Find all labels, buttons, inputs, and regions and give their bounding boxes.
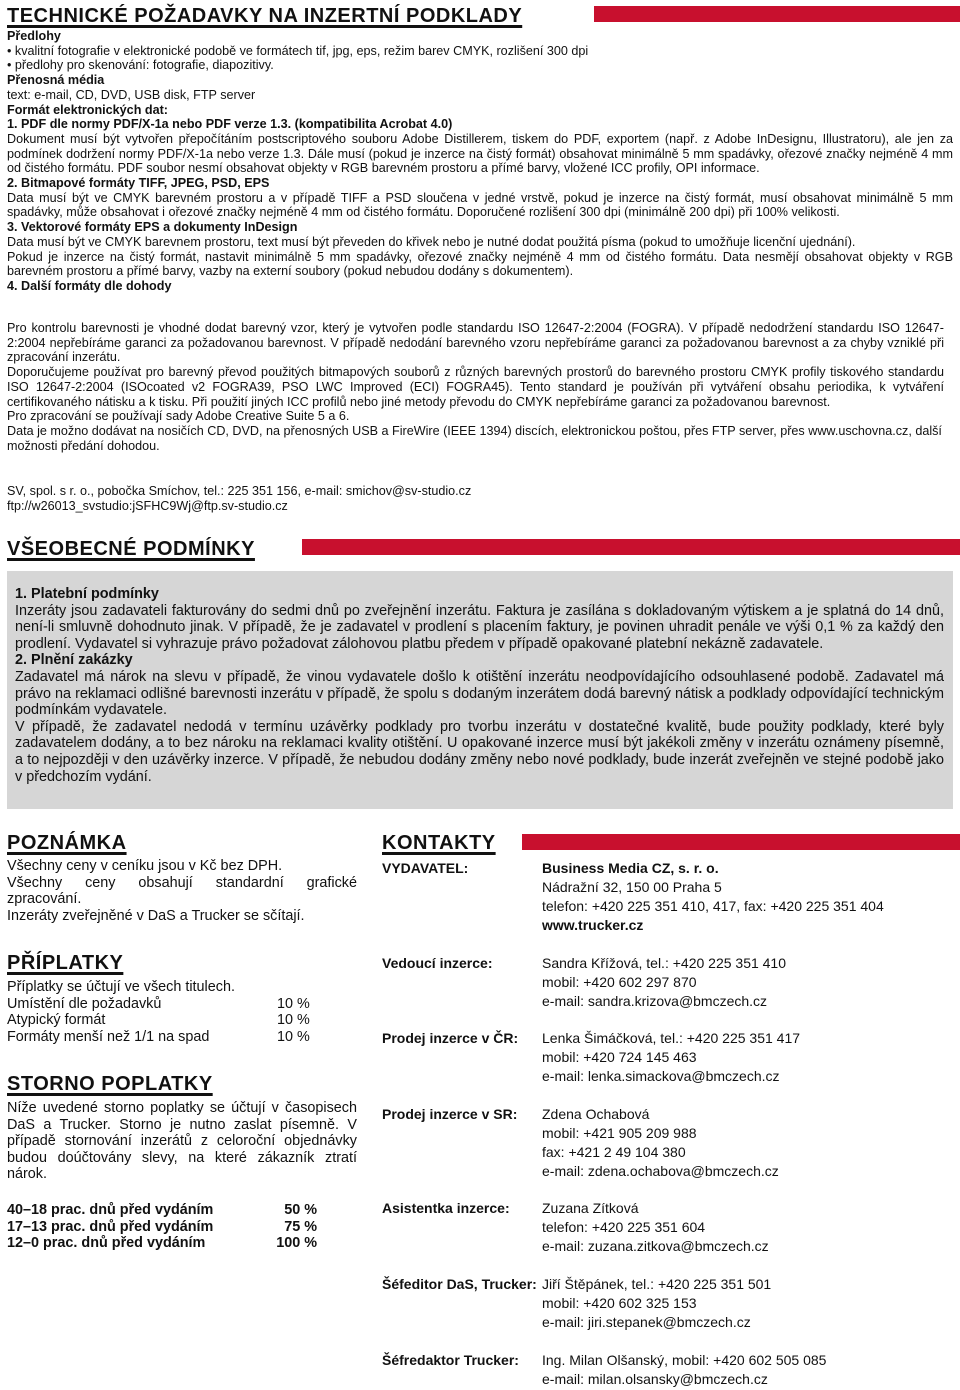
- storno-label: 40–18 prac. dnů před vydáním: [7, 1202, 214, 1218]
- publisher-phone: telefon: +420 225 351 410, 417, fax: +420 225 351 404: [542, 898, 884, 914]
- note-body: [7, 858, 357, 924]
- contact-line: mobil: +420 602 325 153: [542, 1295, 697, 1311]
- contact-label: Vedoucí inzerce:: [382, 955, 493, 971]
- storno-value: 75 %: [284, 1218, 317, 1235]
- adobe-suite-text: Pro zpracování se používají sady Adobe Creative Suite 5 a 6.: [7, 409, 350, 424]
- studio-address: [7, 484, 947, 513]
- color-proof-text: Pro kontrolu barevnosti je vhodné dodat barevný vzor, který je vytvořen podle standardu ISO 12647-2:2004 (FOGRA). V případě nedodržení standardu ISO 12647-2:2004 nepřebíráme garanci za požadovanou barevnost. V případě nedodání barevného vzoru nepřebíráme garanci za požadovanou barevnost a za chyby vzniklé při zpracování inzerátu.: [7, 321, 944, 365]
- contact-details: [542, 954, 786, 1011]
- contact-label: Asistentka inzerce:: [382, 1200, 510, 1216]
- contact-line: Zuzana Zítková: [542, 1200, 639, 1216]
- surcharge-label: Atypický formát: [7, 1012, 106, 1029]
- contact-line: Ing. Milan Olšanský, mobil: +420 602 505 085: [542, 1352, 827, 1368]
- studio-ftp-line: ftp://w26013_svstudio:jSFHC9Wj@ftp.sv-studio.cz: [7, 498, 288, 513]
- surcharge-value: 10 %: [277, 1028, 310, 1045]
- icc-profile-text: Doporučujeme používat pro barevný převod použitých bitmapových souborů z různých barevných prostorů do barevného prostoru CMYK profily tiskového standardu ISO 12647-2:2004 (ISOcoated v2 FOGRA39, PSO LWC Improved (ECI) FOGRA45). Tento standard je používán při vytváření obsahu periodika, k vytváření certifikovaného nátisku a k tisku. Při použití jiných ICC profilů nebo jiné metody převodu do CMYK nepřebíráme garanci za požadovanou barevnost.: [7, 365, 944, 409]
- contact-email: e-mail: zdena.ochabova@bmczech.cz: [542, 1163, 779, 1179]
- surcharge-label: Umístění dle požadavků: [7, 995, 162, 1012]
- surcharge-row: [7, 1012, 317, 1029]
- note-line-1: Všechny ceny v ceníku jsou v Kč bez DPH.: [7, 858, 283, 874]
- storno-text: Níže uvedené storno poplatky se účtují v časopisech DaS a Trucker. Storno je nutno zaslat písemně. V případě stornování inzerátů z celoroční objednávky budou doúčtovány slevy, na které zákazník ztratí nárok.: [7, 1100, 357, 1183]
- format-3-heading: 3. Vektorové formáty EPS a dokumenty InDesign: [7, 220, 298, 235]
- fulfilment-text-2: V případě, že zadavatel nedodá v termínu uzávěrky podklady pro tvorbu inzerátu v dostatečné kvalitě, bude použity podklady, které byly zadavatelem dodány, a to bez nároku na reklamaci kvality otištění. U opakované inzerce musí být jakékoli změny v inzerátu oznámeny písemně, a to nejpozději v den uzávěrky inzerce. V případě, že nebudou dodány změny nebo nové podklady, bude inzerát zveřejněn ve stejné podobě jako v předchozím vydání.: [15, 718, 944, 785]
- fulfilment-text-1: Zadavatel má nárok na slevu v případě, že vinou vydavatele došlo k otištění inzerátu neodpovídajícího odsouhlasené podobě. Zadavatel má právo na reklamaci odlišné barevnosti inzerátu v případě, že spolu s dodaným inzerátem dodá barevný nátisk a podklady odpovídající technickým podmínkám vydavatele.: [15, 668, 944, 719]
- predlohy-item-2: • předlohy pro skenování: fotografie, diapozitivy.: [7, 58, 274, 73]
- contact-label: Šéfredaktor Trucker:: [382, 1352, 519, 1368]
- tech-notes: [7, 321, 944, 453]
- contact-email: e-mail: lenka.simackova@bmczech.cz: [542, 1068, 780, 1084]
- surcharge-label: Formáty menší než 1/1 na spad: [7, 1028, 210, 1045]
- contact-label: Prodej inzerce v ČR:: [382, 1030, 519, 1046]
- contact-details: [542, 1351, 826, 1389]
- contacts-title: KONTAKTY: [382, 832, 496, 854]
- contact-email: e-mail: milan.olsansky@bmczech.cz: [542, 1371, 768, 1387]
- surcharges-intro: Příplatky se účtují ve všech titulech.: [7, 979, 235, 995]
- contact-details: [542, 1105, 779, 1181]
- predlohy-heading: Předlohy: [7, 29, 61, 43]
- contact-details: [542, 1199, 769, 1256]
- storno-title: STORNO POPLATKY: [7, 1073, 213, 1095]
- format-1-text: Dokument musí být vytvořen přepočítáním postscriptového souboru Adobe Distillerem, tiskem do PDF, exportem (např. z Adobe InDesignu, Illustratoru), ale jen za podmínek dodržení normy PDF/X-1a nebo verze 1.3. Dále musí (pokud je inzerce na čistý formát) obsahovat minimálně 5 mm spadávky, ořezové značky nejméně 4 mm od čistého formátu. PDF soubor nesmí obsahovat objekty v RGB barevném prostoru a přímé barvy, vložené ICC profily, OPI informace.: [7, 131, 953, 176]
- payment-heading: 1. Platební podmínky: [15, 586, 159, 602]
- format-1-heading: 1. PDF dle normy PDF/X-1a nebo PDF verze 1.3. (kompatibilita Acrobat 4.0): [7, 117, 453, 132]
- format-4-heading: 4. Další formáty dle dohody: [7, 278, 172, 293]
- surcharge-row: [7, 1029, 317, 1046]
- contact-line: fax: +421 2 49 104 380: [542, 1144, 686, 1160]
- storno-row: [7, 1235, 317, 1252]
- note-line-3: Inzeráty zveřejněné v DaS a Trucker se sčítají.: [7, 907, 305, 924]
- surcharge-value: 10 %: [277, 995, 310, 1012]
- storno-label: 12–0 prac. dnů před vydáním: [7, 1235, 206, 1252]
- contact-line: mobil: +420 602 297 870: [542, 974, 697, 990]
- storno-table: [7, 1202, 317, 1252]
- contact-line: telefon: +420 225 351 604: [542, 1219, 706, 1235]
- general-title-bar: [302, 539, 960, 555]
- storno-row: [7, 1202, 317, 1219]
- contact-email: e-mail: sandra.krizova@bmczech.cz: [542, 993, 768, 1009]
- contact-line: mobil: +420 724 145 463: [542, 1049, 697, 1065]
- contact-line: Jiří Štěpánek, tel.: +420 225 351 501: [542, 1276, 772, 1292]
- publisher-name: Business Media CZ, s. r. o.: [542, 860, 719, 876]
- contact-line: Sandra Křížová, tel.: +420 225 351 410: [542, 955, 787, 971]
- format-3-text-1: Data musí být ve CMYK barevnem prostoru, text musí být převeden do křivek nebo je nutné dodat použitá písma (pokud to umožňuje licenční ujednání).: [7, 234, 856, 249]
- publisher-label: VYDAVATEL:: [382, 860, 469, 876]
- studio-address-line: SV, spol. s r. o., pobočka Smíchov, tel.: 225 351 156, e-mail: smichov@sv-studio.cz: [7, 484, 472, 498]
- contact-label: Prodej inzerce v SR:: [382, 1106, 518, 1122]
- surcharges-body: [7, 979, 317, 1045]
- delivery-text: Data je možno dodávat na nosičích CD, DVD, na přenosných USB a FireWire (IEEE 1394) discích, elektronickou poštou, přes FTP server, přes www.uschovna.cz, další možnosti předání dohodou.: [7, 423, 942, 453]
- surcharge-value: 10 %: [277, 1012, 310, 1029]
- publisher-web-link[interactable]: www.trucker.cz: [542, 917, 644, 933]
- contact-email: e-mail: jiri.stepanek@bmczech.cz: [542, 1314, 751, 1330]
- storno-row: [7, 1219, 317, 1236]
- storno-value: 100 %: [276, 1235, 317, 1252]
- storno-value: 50 %: [284, 1202, 317, 1218]
- format-2-text: Data musí být ve CMYK barevném prostoru a v případě TIFF a PSD sloučena v jedné vrstvě, pokud je inzerce na čistý formát, musí obsahovat minimálně 5 mm spadávky, může obsahovat i ořezové značky nejméně 4 mm od čistého formátu. Doporučené rozlišení 300 dpi (minimálně 200 dpi) při 100% velikosti.: [7, 190, 953, 220]
- format-3-text-2: Pokud je inzerce na čistý formát, nastavit minimálně 5 mm spadávky, ořezové značky nejméně 4 mm od čistého formátu. Data nesmějí obsahovat objekty v RGB barevném prostoru a přímé barvy, vazby na externí soubory (pokud nebudou dodány s dokumentem).: [7, 249, 953, 279]
- general-title: VŠEOBECNÉ PODMÍNKY: [7, 538, 255, 560]
- fulfilment-heading: 2. Plnění zakázky: [15, 652, 133, 669]
- tech-body: [7, 29, 953, 294]
- contacts-title-bar: [522, 834, 960, 850]
- predlohy-item-1: • kvalitní fotografie v elektronické podobě ve formátech tif, jpg, eps, režim barev CMYK, rozlišení 300 dpi: [7, 43, 589, 58]
- media-text: text: e-mail, CD, DVD, USB disk, FTP server: [7, 87, 256, 102]
- contact-label: Šéfeditor DaS, Trucker:: [382, 1276, 537, 1292]
- publisher-address: Nádražní 32, 150 00 Praha 5: [542, 879, 722, 895]
- publisher-details: [542, 859, 884, 935]
- contact-line: Zdena Ochabová: [542, 1106, 650, 1122]
- surcharges-title: PŘÍPLATKY: [7, 952, 124, 974]
- storno-label: 17–13 prac. dnů před vydáním: [7, 1218, 214, 1235]
- general-body: [15, 586, 944, 785]
- contact-details: [542, 1275, 771, 1332]
- surcharge-row: [7, 996, 317, 1013]
- note-line-2: Všechny ceny obsahují standardní grafické zpracování.: [7, 874, 357, 908]
- media-heading: Přenosná média: [7, 73, 105, 88]
- contact-email: e-mail: zuzana.zitkova@bmczech.cz: [542, 1238, 769, 1254]
- contact-line: mobil: +421 905 209 988: [542, 1125, 697, 1141]
- format-2-heading: 2. Bitmapové formáty TIFF, JPEG, PSD, EPS: [7, 176, 270, 191]
- contact-line: Lenka Šimáčková, tel.: +420 225 351 417: [542, 1030, 801, 1046]
- format-heading: Formát elektronických dat:: [7, 102, 168, 117]
- payment-text: Inzeráty jsou zadavateli fakturovány do sedmi dnů po zveřejnění inzerátu. Faktura je zasílána s dokladovaným výtiskem a je splatná do 14 dnů, není-li smluvně dohodnuto jinak. V případě, že je zadavatel v prodlení s placením faktury, je povinen uhradit penále ve výši 0,1 % za každý den prodlení. Vydavatel si vyhrazuje právo požadovat zálohovou platbu předem v případě opakované platební nekázně zadavatele.: [15, 602, 944, 652]
- note-title: POZNÁMKA: [7, 832, 127, 854]
- contact-details: [542, 1029, 800, 1086]
- tech-title-bar: [594, 6, 960, 22]
- tech-title: TECHNICKÉ POŽADAVKY NA INZERTNÍ PODKLADY: [7, 5, 523, 27]
